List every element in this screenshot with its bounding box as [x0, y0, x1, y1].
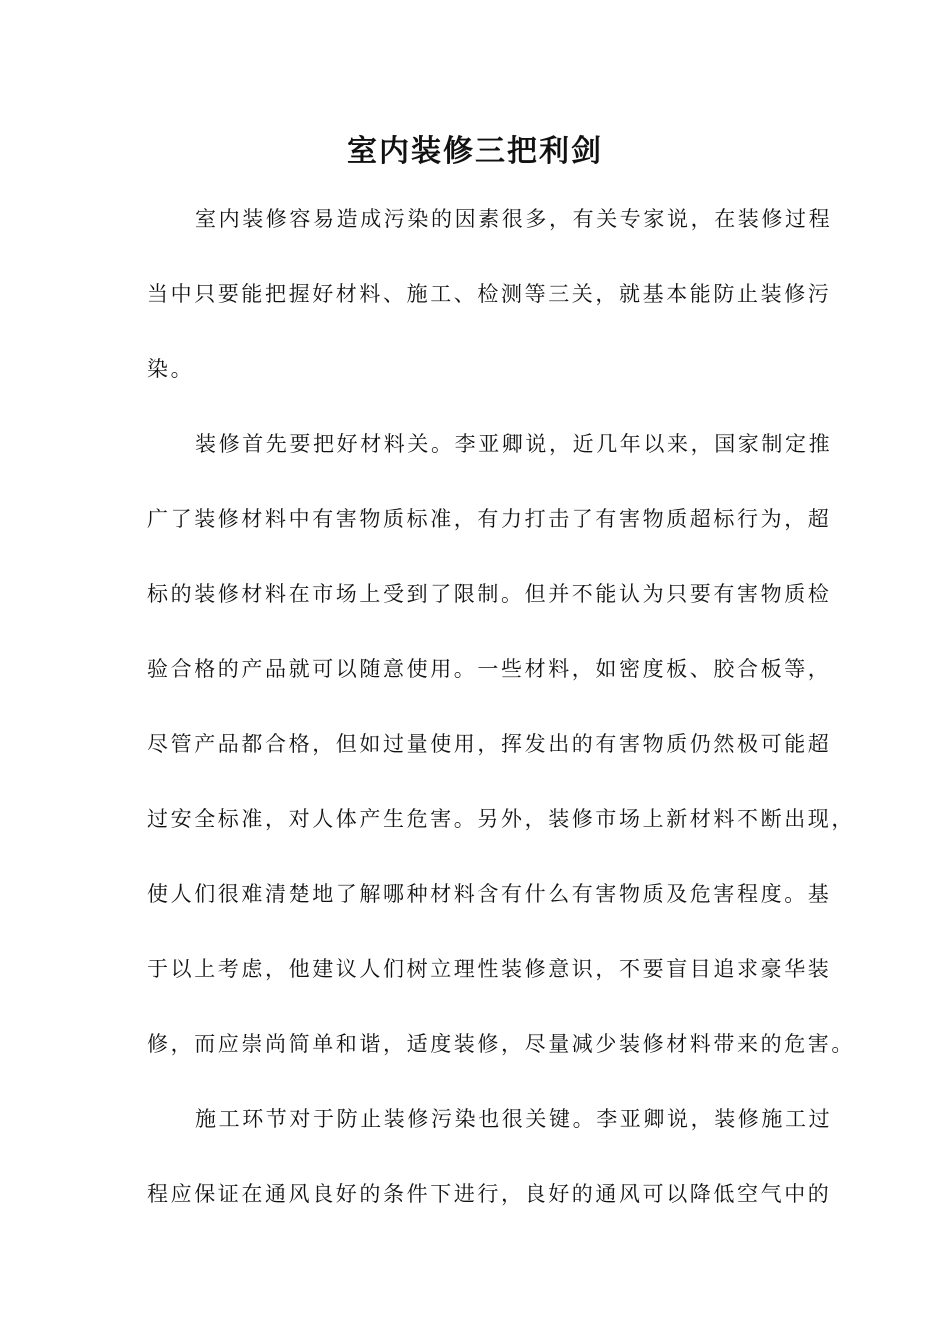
paragraph-1-line-1: 室内装修容易造成污染的因素很多，有关专家说，在装修过程 — [195, 207, 833, 231]
paragraph-3-line-1: 施工环节对于防止装修污染也很关键。李亚卿说，装修施工过 — [195, 1107, 833, 1131]
document-body — [147, 193, 855, 1243]
document-title: 室内装修三把利剑 — [347, 134, 603, 169]
paragraph-2-line-5: 尽管产品都合格，但如过量使用，挥发出的有害物质仍然极可能超 — [147, 732, 832, 756]
paragraph-1-line-3: 染。 — [147, 357, 195, 381]
paragraph-3-line-2: 程应保证在通风良好的条件下进行，良好的通风可以降低空气中的 — [147, 1182, 832, 1206]
paragraph-2-line-9: 修，而应崇尚简单和谐，适度装修，尽量减少装修材料带来的危害。 — [147, 1032, 855, 1056]
paragraph-2-line-1: 装修首先要把好材料关。李亚卿说，近几年以来，国家制定推 — [195, 432, 833, 456]
paragraph-1-line-2: 当中只要能把握好材料、施工、检测等三关，就基本能防止装修污 — [147, 282, 832, 306]
paragraph-2-line-2: 广了装修材料中有害物质标准，有力打击了有害物质超标行为，超 — [147, 507, 832, 531]
paragraph-2-line-8: 于以上考虑，他建议人们树立理性装修意识，不要盲目追求豪华装 — [147, 957, 832, 981]
paragraph-2-line-6: 过安全标准，对人体产生危害。另外，装修市场上新材料不断出现， — [147, 807, 855, 831]
paragraph-2-line-7: 使人们很难清楚地了解哪种材料含有什么有害物质及危害程度。基 — [147, 882, 832, 906]
paragraph-2-line-4: 验合格的产品就可以随意使用。一些材料，如密度板、胶合板等， — [147, 657, 832, 681]
paragraph-2-line-3: 标的装修材料在市场上受到了限制。但并不能认为只要有害物质检 — [147, 582, 832, 606]
